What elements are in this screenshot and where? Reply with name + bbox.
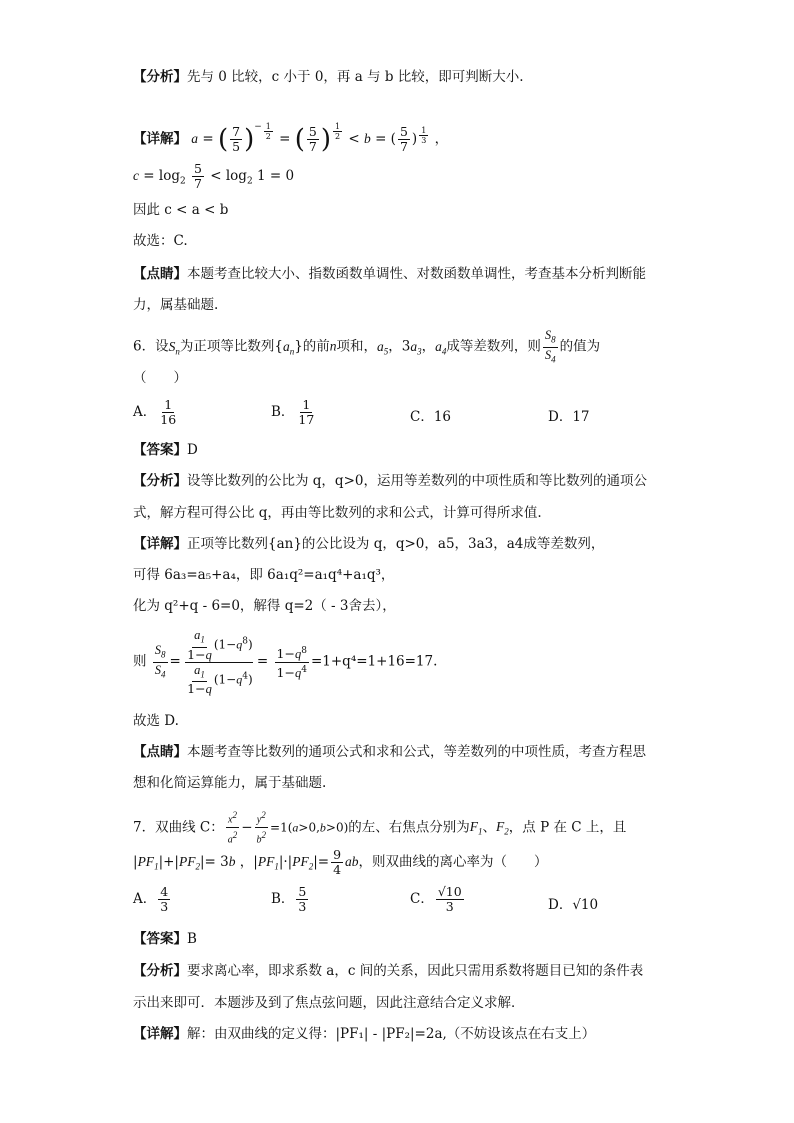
q6-answer: 【答案】D (133, 442, 198, 458)
q7-option-c[interactable]: C． $\frac{√10}{3}$ (410, 884, 462, 914)
q6-comment-line2: 想和化简运算能力，属于基础题. (133, 775, 327, 791)
q6-comment: 【点睛】本题考查等比数列的通项公式和求和公式，等差数列的中项性质，考查方程思 (133, 744, 646, 760)
q5-c-line: $c = \log_2$ $\frac{5}{7}$ < $\log_2 1 = 0$ (133, 161, 295, 191)
q7-option-a[interactable]: A． $\frac{4}{3}$ (133, 884, 169, 914)
detail-tag: 【详解】 (133, 131, 187, 147)
q6-option-c[interactable]: C．16 (410, 409, 452, 425)
q7-option-d[interactable]: D．√10 (548, 897, 599, 913)
q6-big-fraction: $\frac{a_1}{1-q}$ $(1-q^8)$ $\frac{a_1}{1-q}$ $(1-q^4)$ (187, 628, 253, 696)
q5-choice: 故选：C. (133, 233, 188, 249)
q6-analysis-line2: 式，解方程可得公比 q，再由等比数列的求和公式，计算可得所求值. (133, 505, 542, 521)
q5-comment-line2: 力，属基础题. (133, 297, 219, 313)
q7-option-b[interactable]: B． $\frac{5}{3}$ (271, 884, 307, 914)
q6-option-b[interactable]: B． $\frac{1}{17}$ (271, 397, 315, 427)
comment-tag: 【点睛】 (133, 266, 187, 282)
q6-detail-line3: 化为 q²+q - 6=0，解得 q=2（ - 3舍去）， (133, 598, 396, 614)
q5-therefore: 因此 c < a < b (133, 202, 229, 218)
q6-option-a[interactable]: A． $\frac{1}{16}$ (133, 397, 177, 427)
analysis-tag: 【分析】 (133, 69, 187, 85)
q6-analysis: 【分析】设等比数列的公比为 q，q>0，运用等差数列的中项性质和等比数列的通项公 (133, 473, 647, 489)
q5-detail (133, 112, 448, 154)
q7-answer: 【答案】B (133, 931, 197, 947)
q7-stem-line2: $|PF_1|+|PF_2|= 3b$ ，$|PF_1|\cdot|PF_2|=$ $\frac{9}{4}$ ab，则双曲线的离心率为（ ） (133, 847, 548, 877)
q5-formula: a = ( $\frac{7}{5}$ )$^{- \frac{1}{2}}$ = ( $\frac{5}{7}$ ) $^{\frac{1}{2}}$ < b = ( $\frac{5}{7}$ ) $^{\frac{1}{3}}$ ， (191, 122, 449, 155)
q6-detail-line2: 可得 6a₃=a₅+a₄，即 6a₁q²=a₁q⁴+a₁q³， (133, 567, 395, 583)
q7-analysis-line2: 示出来即可．本题涉及到了焦点弦问题，因此注意结合定义求解． (133, 995, 525, 1011)
q7-detail: 【详解】解：由双曲线的定义得：|PF₁| - |PF₂|=2a,（不妨设该点在右支上） (133, 1026, 596, 1042)
q6-detail: 【详解】正项等比数列{an}的公比设为 q，q>0，a5，3a3，a4成等差数列， (133, 536, 605, 552)
q5-analysis (133, 67, 524, 87)
q6-compound-formula: 则 $\frac{S_8}{S_4}$ = $\frac{a_1}{1-q}$ $(1-q^8)$ $\frac{a_1}{1-q}$ $(1-q^4)$ = $\frac{1-q^8}{1-q^4}$ =1+q⁴=1+16=17. (133, 628, 438, 696)
q7-analysis: 【分析】要求离心率，即求系数 a，c 间的关系，因此只需用系数将题目已知的条件表 (133, 963, 644, 979)
q6-paren: （ ） (133, 370, 187, 386)
q6-choice: 故选 D. (133, 713, 179, 729)
q7-stem: 7．双曲线 C： $\frac{x^2}{a^2}$ − $\frac{y^2}{b^2}$ =1(a>0,b>0)的左、右焦点分别为$F_1$、$F_2$，点 P 在 C 上，且 (133, 810, 627, 846)
q5-comment: 【点睛】本题考查比较大小、指数函数单调性、对数函数单调性，考查基本分析判断能 (133, 266, 646, 282)
q6-option-d[interactable]: D．17 (548, 409, 590, 425)
analysis-text: 先与 0 比较，c 小于 0，再 a 与 b 比较，即可判断大小. (187, 69, 524, 85)
q6-stem: 6．设$S_n$为正项等比数列$\{a_n\}$的前n项和，$a_5$，$3a_3$，$a_4$成等差数列，则 $\frac{S_8}{S_4}$ 的值为 (133, 328, 601, 364)
